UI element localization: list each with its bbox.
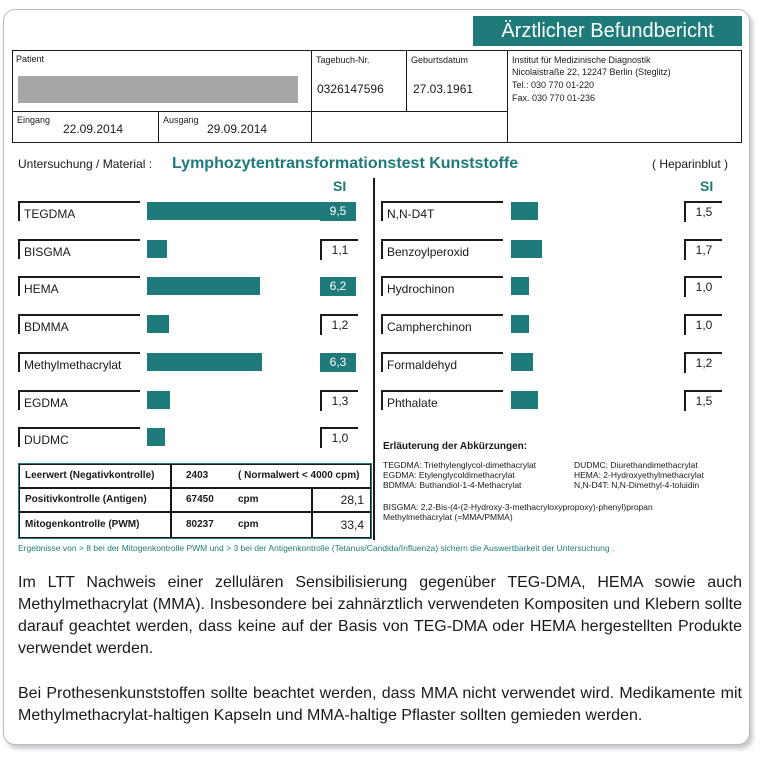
- tagebuch-label: Tagebuch-Nr.: [316, 55, 370, 65]
- control-label: Mitogenkontrolle (PWM): [25, 519, 140, 530]
- exam-label: Untersuchung / Material :: [18, 157, 153, 171]
- abbrev-title: Erläuterung der Abkürzungen:: [383, 441, 528, 452]
- test-label-tegdma: TEGDMA: [18, 201, 140, 221]
- test-label-benzoylperoxid: Benzoylperoxid: [381, 239, 503, 259]
- control-row-2-si-cell: [312, 512, 371, 538]
- abbrev-item: BDMMA: Buthandiol-1-4-Methacrylat: [383, 480, 522, 490]
- control-value: 80237: [186, 519, 214, 530]
- si-bar-hydrochinon: [511, 277, 529, 295]
- si-value-dudmc: 1,0: [320, 427, 358, 448]
- test-label-formaldehyd: Formaldehyd: [381, 352, 503, 372]
- interpretation-paragraph-2: Bei Prothesenkunststoffen sollte beachtet werden, dass MMA nicht verwendet wird. Medikamente mit Methylmethacrylat-haltigen Kapseln und MMA-haltige Pflaster sollten gemieden werden.: [18, 685, 742, 724]
- test-label-methylmethacrylat: Methylmethacrylat: [18, 352, 140, 372]
- si-value-phthalate: 1,5: [684, 390, 722, 411]
- column-divider: [373, 178, 375, 540]
- si-value-hema: 6,2: [320, 277, 356, 296]
- si-value-hydrochinon: 1,0: [684, 276, 722, 297]
- si-bar-tegdma: [147, 202, 321, 220]
- control-row-2-value-cell: [171, 512, 312, 538]
- control-unit: cpm: [238, 519, 259, 530]
- si-bar-formaldehyd: [511, 353, 533, 371]
- control-value: 2403: [186, 470, 209, 481]
- abbrev-item: TEGDMA: Triethylenglycol-dimethacrylat: [383, 460, 537, 470]
- si-value-methylmethacrylat: 6,3: [320, 353, 356, 372]
- institute-line: Nicolaistraße 22, 12247 Berlin (Steglitz): [512, 67, 671, 77]
- institute-line: Tel.: 030 770 01-220: [512, 80, 595, 90]
- abbrev-item: BISGMA: 2,2-Bis-(4-(2-Hydroxy-3-methacryloxypropoxy)-phenyl)propan: [383, 502, 653, 512]
- si-value-tegdma: 9,5: [320, 202, 356, 221]
- institute-line: Fax. 030 770 01-236: [512, 93, 596, 103]
- evaluation-note: Ergebnisse von > 8 bei der Mitogenkontrolle PWM und > 3 bei der Antigenkontrolle (Tetanus/Candida/Influenza) sichern die Auswertbarkeit der Untersuchung .: [18, 543, 615, 553]
- report-title: Ärztlicher Befundbericht: [473, 16, 742, 46]
- si-value-formaldehyd: 1,2: [684, 352, 722, 373]
- si-bar-methylmethacrylat: [147, 353, 262, 371]
- eingang-label: Eingang: [17, 115, 51, 125]
- control-si: 33,4: [340, 518, 364, 532]
- controls-table: [18, 463, 372, 539]
- si-bar-dudmc: [147, 428, 165, 446]
- abbrev-bisgma: [383, 502, 653, 522]
- exam-name: Lymphozytentransformationstest Kunststoffe: [172, 155, 519, 172]
- test-label-campherchinon: Campherchinon: [381, 314, 503, 334]
- tagebuch-cell: [311, 50, 406, 111]
- abbrev-item: Methylmethacrylat (=MMA/PMMA): [383, 512, 513, 522]
- control-value: 67450: [186, 494, 214, 505]
- geburt-cell: [406, 50, 507, 111]
- si-header-left: SI: [333, 178, 347, 194]
- control-unit: ( Normalwert < 4000 cpm): [238, 470, 360, 481]
- si-value-benzoylperoxid: 1,7: [684, 239, 722, 260]
- test-label-phthalate: Phthalate: [381, 390, 503, 410]
- institute-cell: [507, 50, 741, 142]
- si-value-egdma: 1,3: [320, 390, 358, 411]
- si-bar-phthalate: [511, 391, 538, 409]
- si-value-bdmma: 1,2: [320, 314, 358, 335]
- control-label: Positivkontrolle (Antigen): [25, 494, 147, 505]
- control-si: 28,1: [340, 493, 364, 507]
- eingang-value: 22.09.2014: [63, 122, 124, 136]
- test-label-hema: HEMA: [18, 276, 140, 296]
- control-row-0-label-cell: [19, 464, 171, 488]
- empty-cell: [311, 111, 507, 142]
- geburt-value: 27.03.1961: [413, 82, 474, 96]
- abbrev-left-list: [383, 460, 536, 490]
- patient-cell: [12, 50, 311, 111]
- si-header-right: SI: [700, 178, 714, 194]
- abbrev-item: HEMA: 2-Hydroxyethylmethacrylat: [574, 470, 704, 480]
- si-bar-campherchinon: [511, 315, 529, 333]
- ausgang-label: Ausgang: [163, 115, 199, 125]
- test-label-hydrochinon: Hydrochinon: [381, 276, 503, 296]
- abbrev-item: EGDMA: Etylenglycoldimethacrylat: [383, 470, 515, 480]
- control-row-1-value-cell: [171, 488, 312, 512]
- si-value-campherchinon: 1,0: [684, 314, 722, 335]
- tagebuch-value: 0326147596: [317, 82, 384, 96]
- control-row-2-label-cell: [19, 512, 171, 538]
- si-value-n,n-d4t: 1,5: [684, 201, 722, 222]
- control-row-0-value-cell: [171, 464, 371, 488]
- exam-material: ( Heparinblut ): [652, 157, 729, 171]
- si-bar-n,n-d4t: [511, 202, 538, 220]
- control-unit: cpm: [238, 494, 259, 505]
- control-row-1-label-cell: [19, 488, 171, 512]
- ausgang-cell: [158, 111, 311, 142]
- abbrev-right-list: [574, 460, 704, 490]
- patient-label: Patient: [16, 54, 45, 64]
- si-bar-egdma: [147, 391, 170, 409]
- test-label-n,n-d4t: N,N-D4T: [381, 201, 503, 221]
- abbrev-item: N,N-D4T: N,N-Dimethyl-4-toluidin: [574, 480, 700, 490]
- test-label-egdma: EGDMA: [18, 390, 140, 410]
- ausgang-value: 29.09.2014: [207, 122, 268, 136]
- eingang-cell: [12, 111, 158, 142]
- si-bar-bdmma: [147, 315, 169, 333]
- si-bar-bisgma: [147, 240, 167, 258]
- interpretation-paragraph-1: Im LTT Nachweis einer zellulären Sensibilisierung gegenüber TEG-DMA, HEMA sowie auch Methylmethacrylat (MMA). Insbesondere bei zahnärztlich verwendeten Kompositen und Klebern sollte darauf geachtet werden, dass keine auf der Basis von TEG-DMA oder HEMA hergestellten Produkte verwendet werden.: [18, 574, 742, 657]
- si-value-bisgma: 1,1: [320, 239, 358, 260]
- control-label: Leerwert (Negativkontrolle): [25, 470, 155, 481]
- test-label-bdmma: BDMMA: [18, 314, 140, 334]
- institute-line: Institut für Medizinische Diagnostik: [512, 55, 651, 65]
- si-bar-benzoylperoxid: [511, 240, 542, 258]
- control-row-1-si-cell: [312, 488, 371, 512]
- abbrev-item: DUDMC: Diurethandimethacrylat: [574, 460, 698, 470]
- test-label-bisgma: BISGMA: [18, 239, 140, 259]
- si-bar-hema: [147, 277, 260, 295]
- test-label-dudmc: DUDMC: [18, 427, 140, 447]
- patient-name-redacted: [18, 76, 298, 103]
- geburt-label: Geburtsdatum: [411, 55, 469, 65]
